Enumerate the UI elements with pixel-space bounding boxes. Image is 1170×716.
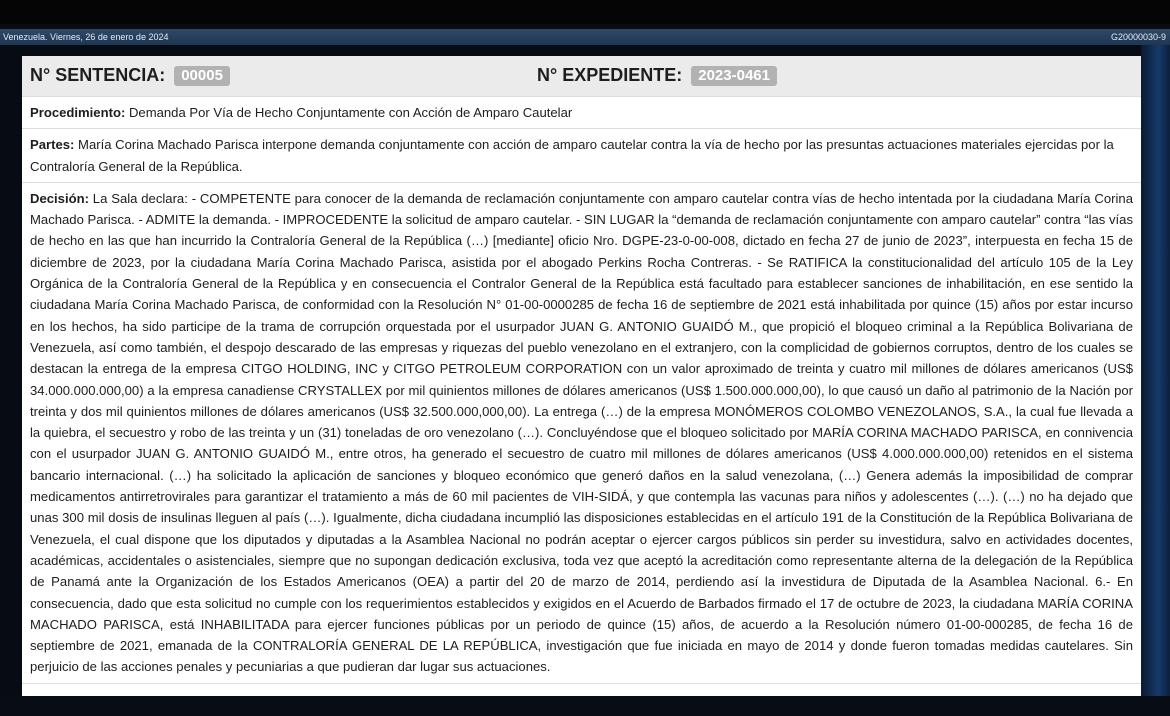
partes-row xyxy=(22,129,1141,183)
sentence-panel xyxy=(22,56,1141,696)
expediente-number-badge: 2023-0461 xyxy=(691,66,777,86)
right-edge-background xyxy=(1141,45,1170,716)
date-location-text: Venezuela. Viernes, 26 de enero de 2024 xyxy=(3,32,169,42)
bottom-dark-band xyxy=(0,696,1170,716)
decision-row xyxy=(22,183,1141,684)
decision-label: Decisión: xyxy=(30,190,89,206)
rif-code-text: G20000030-9 xyxy=(1110,32,1166,42)
sentencia-number-badge: 00005 xyxy=(174,66,230,86)
procedimiento-label: Procedimiento: xyxy=(30,105,126,120)
partes-text: María Corina Machado Parisca interpone demanda conjuntamente con acción de amparo cautelar contra la vía de hecho por las presuntas actuaciones materiales ejercidas por la Contraloría General de la República. xyxy=(30,137,1114,174)
top-dark-band xyxy=(0,0,1170,24)
procedimiento-row xyxy=(22,97,1141,129)
top-info-bar xyxy=(0,29,1170,45)
expediente-field xyxy=(537,56,777,96)
sentencia-label: N° SENTENCIA: xyxy=(30,65,166,85)
expediente-label: N° EXPEDIENTE: xyxy=(537,65,683,85)
partes-label: Partes: xyxy=(30,137,75,153)
procedimiento-text: Demanda Por Vía de Hecho Conjuntamente con Acción de Amparo Cautelar xyxy=(128,105,573,120)
decision-text: La Sala declara: - COMPETENTE para conocer de la demanda de reclamación conjuntamente con amparo cautelar contra vías de hecho intentada por la ciudadana María Corina Machado Parisca. - ADMITE la demanda. - IMPROCEDENTE la solicitud de amparo cautelar. - SIN LUGAR la “demanda de reclamación conjuntamente con amparo cautelar” contra “las vías de hecho en las que han incurrido la Contraloría General de la República (…) [mediante] oficio Nro. DGPE-23-0-00-008, dictado en fecha 27 de junio de 2023”, interpuesta en fecha 15 de diciembre de 2023, por la ciudadana María Corina Machado Parisca, asistida por el abogado Perkins Rocha Contreras. - Se RATIFICA la constitucionalidad del artículo 105 de la Ley Orgánica de la Contraloría General de la República y en consecuencia el Contralor General de la República está facultado para establecer sanciones de inhabilitación, en ese sentido la ciudadana María Corina Machado Parisca, de conformidad con la Resolución N° 01-00-0000285 de fecha 16 de septiembre de 2021 está inhabilitada por quince (15) años por estar incurso en los hechos, ha sido participe de la trama de corrupción orquestada por el usurpador JUAN G. ANTONIO GUAIDÓ M., que propició el bloqueo criminal a la República Bolivariana de Venezuela, así como también, el despojo descarado de las empresas y riquezas del pueblo venezolano en el extranjero, con la complicidad de gobiernos corruptos, dentro de los cuales se destacan la entrega de la empresa CITGO HOLDING, INC y CITGO PETROLEUM CORPORATION con un valor aproximado de treinta y cuatro mil millones de dólares americanos (US$ 34.000.000.000,00) a la empresa canadiense CRYSTALLEX por mil quinientos millones de dólares americanos (US$ 1.500.000.000,00), lo que causó un daño al patrimonio de la Nación por treinta y dos mil quinientos millones de dólares americanos (US$ 32.500.000,000,00). La entrega (…) de la empresa MONÓMEROS COLOMBO VENEZOLANOS, S.A., la cual fue llevada a la quiebra, el secuestro y robo de las treinta y un (31) toneladas de oro venezolano (…). Concluyéndose que el bloqueo solicitado por MARÍA CORINA MACHADO PARISCA, en connivencia con el usurpador JUAN G. ANTONIO GUAIDÓ M., entre otros, ha generado el secuestro de cuatro mil millones de dólares americanos (US$ 4.000.000.000,00) retenidos en el sistema bancario internacional. (…) ha solicitado la aplicación de sanciones y bloqueo económico que generó daños en la salud venezolana, (…) Genera además la imposibilidad de comprar medicamentos antirretrovirales para garantizar el tratamiento a más de 60 mil pacientes de VIH-SIDÁ, y que contempla las vacunas para niños y adolescentes (…). (…) no ha dejado que unas 300 mil dosis de insulinas lleguen al país (…). Igualmente, dicha ciudadana incumplió las disposiciones establecidas en el artículo 191 de la Constitución de la República Bolivariana de Venezuela, el cual dispone que los diputados y diputadas a la Asamblea Nacional no podrán aceptar o ejercer cargos públicos sin perder su investidura, salvo en actividades docentes, académicas, accidentales o asistenciales, siempre que no supongan dedicación exclusiva, toda vez que aceptó la acreditación como representante alterna de la delegación de la República de Panamá ante la Organización de los Estados Americanos (OEA) a partir del 20 de marzo de 2014, perdiendo así la investidura de Diputada de la Asamblea Nacional. 6.- En consecuencia, dado que esta solicitud no cumple con los requerimientos establecidos y exigidos en el Acuerdo de Barbados firmado el 17 de octubre de 2023, la ciudadana MARÍA CORINA MACHADO PARISCA, está INHABILITADA para ejercer funciones públicas por un periodo de quince (15) años, de acuerdo a la Resolución número 01-00-000285, de fecha 16 de septiembre de 2021, emanada de la CONTRALORÍA GENERAL DE LA REPÚBLICA, investigación que fue iniciada en mayo de 2014 y donde fueron tomadas medidas cautelares. Sin perjuicio de las acciones penales y pecuniarias a que pudieran dar lugar sus actuaciones. xyxy=(30,190,1133,675)
sentence-header-row xyxy=(22,56,1141,97)
sentencia-field xyxy=(30,56,230,96)
